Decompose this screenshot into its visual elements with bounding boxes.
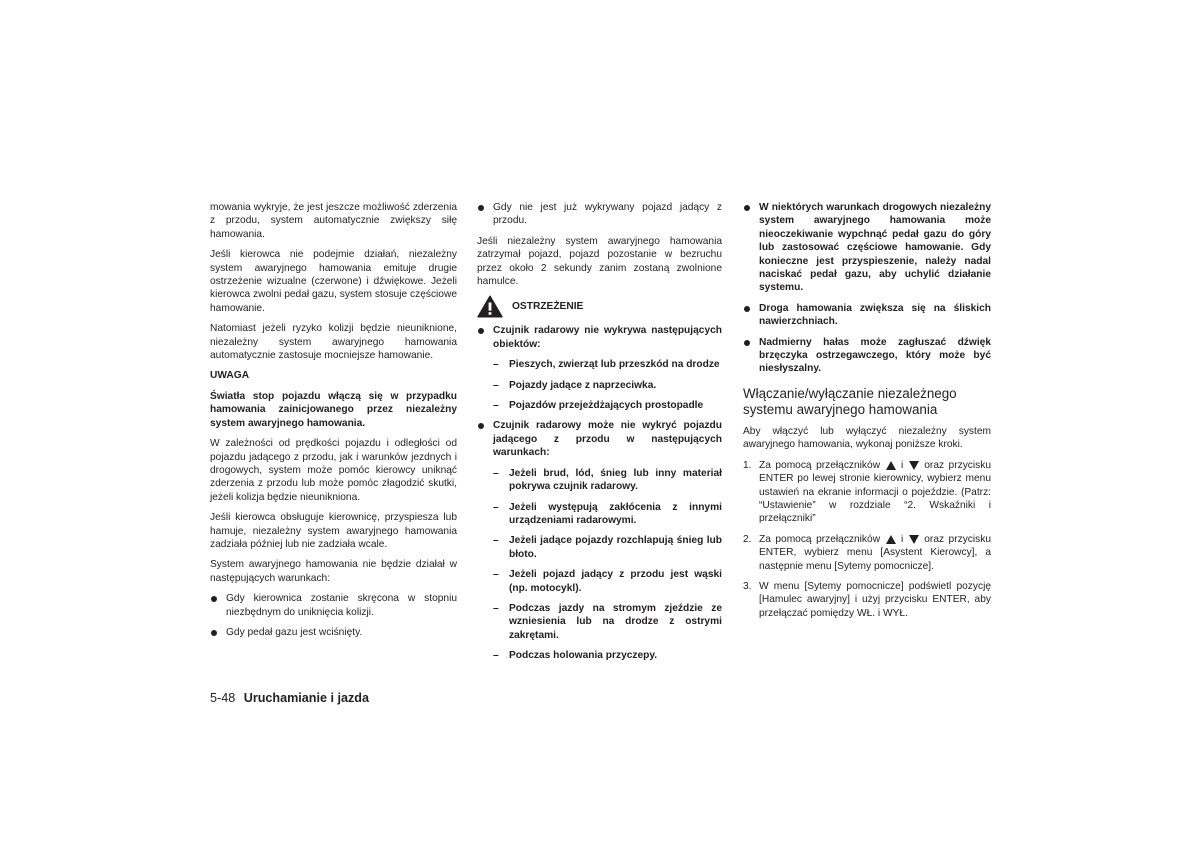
note-text: Światła stop pojazdu włączą się w przypadku hamowania zainicjowanego przez niezależny system awaryjnego hamowania.	[210, 390, 457, 429]
dash-item: – Jeżeli brud, lód, śnieg lub inny materiał pokrywa czujnik radarowy.	[477, 467, 722, 494]
bullet-item: Gdy pedał gazu jest wciśnięty.	[210, 626, 457, 639]
dash-item: – Jeżeli występują zakłócenia z innymi urządzeniami radarowymi.	[477, 501, 722, 528]
warning-header	[477, 295, 722, 318]
warning-bullet: W niektórych warunkach drogowych niezależny system awaryjnego hamowania może nieoczekiwanie wypchnąć pedał gazu do góry lub zastosować częściowe hamowanie. Gdy konieczne jest przyspieszenie, należy nadal naciskać pedał gazu, aby uchylić działanie systemu.	[743, 201, 991, 295]
page-footer	[210, 691, 369, 706]
chapter-title: Uruchamianie i jazda	[243, 691, 369, 705]
warning-title: OSTRZEŻENIE	[512, 301, 584, 313]
dash-item: – Podczas holowania przyczepy.	[477, 649, 722, 662]
step-text-post: oraz przycisku ENTER po lewej stronie kierownicy, wybierz menu ustawień na ekranie informacji o pojeździe. (Patrz: “Ustawienie” w rozdziale “2. Wskaźniki i przełączniki”	[759, 459, 992, 525]
paragraph: Jeśli kierowca nie podejmie działań, niezależny system awaryjnego hamowania emituje drugie ostrzeżenie wizualne (czerwone) i dźwiękowe. Jeżeli kierowca zwolni pedał gazu, system stosuje częściowe hamowanie.	[210, 249, 457, 314]
dash-item: – Pieszych, zwierząt lub przeszkód na drodze	[477, 358, 722, 371]
paragraph: Jeśli niezależny system awaryjnego hamowania zatrzymał pojazd, pojazd pozostanie w bezruchu przez około 2 sekundy zanim zostaną zwolnione hamulce.	[477, 235, 722, 288]
step-number: 3.	[743, 580, 752, 592]
paragraph: W zależności od prędkości pojazdu i odległości od pojazdu jadącego z przodu, jak i warunków jezdnych i drogowych, system może pomóc kierowcy uniknąć zderzenia z przodu lub może pomóc złagodzić skutki, jeżeli kolizja będzie nieunikniona.	[210, 438, 457, 503]
step-text-post: oraz przycisku ENTER, wybierz menu [Asystent Kierowcy], a następnie menu [Sytemy pomocnicze].	[759, 533, 992, 572]
column-middle	[477, 201, 722, 670]
step-item	[743, 533, 991, 573]
step-text-mid: i	[901, 459, 904, 471]
warning-bullet: Droga hamowania zwiększa się na śliskich nawierzchniach.	[743, 302, 991, 329]
dash-item: – Jeżeli jadące pojazdy rozchlapują śnieg lub błoto.	[477, 534, 722, 561]
step-text-pre: Za pomocą przełączników	[759, 459, 881, 471]
step-item	[743, 580, 991, 620]
paragraph: Jeśli kierowca obsługuje kierownicę, przyspiesza lub hamuje, niezależny system awaryjnego hamowania zadziała później lub nie zadziała wcale.	[210, 512, 457, 550]
warning-bullet: Czujnik radarowy nie wykrywa następujących obiektów:	[477, 324, 722, 351]
note-heading: UWAGA	[210, 370, 250, 382]
column-right	[743, 201, 991, 627]
triangle-up-icon	[886, 535, 896, 544]
step-number: 2.	[743, 533, 752, 545]
paragraph: System awaryjnego hamowania nie będzie działał w następujących warunkach:	[210, 559, 457, 584]
triangle-down-icon	[909, 461, 919, 470]
warning-bullet: Nadmierny hałas może zagłuszać dźwięk brzęczyka ostrzegawczego, który może być niesłyszalny.	[743, 336, 991, 376]
paragraph: Natomiast jeżeli ryzyko kolizji będzie nieuniknione, niezależny system awaryjnego hamowania automatycznie zastosuje mocniejsze hamowanie.	[210, 323, 457, 362]
paragraph: Aby włączyć lub wyłączyć niezależny system awaryjnego hamowania, wykonaj poniższe kroki.	[743, 425, 991, 451]
triangle-up-icon	[886, 461, 896, 470]
warning-triangle-icon	[477, 295, 503, 318]
section-heading: Włączanie/wyłączanie niezależnego systemu awaryjnego hamowania	[743, 385, 957, 417]
step-text-mid: i	[901, 533, 904, 545]
page-number: 5-48	[210, 691, 236, 705]
paragraph: mowania wykryje, że jest jeszcze możliwość zderzenia z przodu, system automatycznie zwiększy siłę hamowania.	[210, 202, 457, 240]
dash-item: – Pojazdów przejeżdżających prostopadle	[477, 399, 722, 412]
step-item	[743, 459, 991, 526]
dash-item: – Pojazdy jadące z naprzeciwka.	[477, 379, 722, 392]
dash-item: – Podczas jazdy na stromym zjeździe ze wzniesienia lub na drodze z ostrymi zakrętami.	[477, 602, 722, 642]
step-text: W menu [Sytemy pomocnicze] podświetl pozycję [Hamulec awaryjny] i użyj przycisku ENTER, aby przełączać pomiędzy WŁ. i WYŁ.	[759, 580, 991, 619]
column-left	[210, 201, 457, 646]
dash-item: – Jeżeli pojazd jadący z przodu jest wąski (np. motocykl).	[477, 568, 722, 595]
bullet-item: Gdy kierownica zostanie skręcona w stopniu niezbędnym do uniknięcia kolizji.	[210, 592, 457, 619]
warning-bullet: Czujnik radarowy może nie wykryć pojazdu jadącego z przodu w następujących warunkach:	[477, 419, 722, 459]
triangle-down-icon	[909, 535, 919, 544]
step-text-pre: Za pomocą przełączników	[759, 533, 881, 545]
bullet-item: Gdy nie jest już wykrywany pojazd jadący z przodu.	[477, 201, 722, 228]
step-number: 1.	[743, 459, 752, 471]
